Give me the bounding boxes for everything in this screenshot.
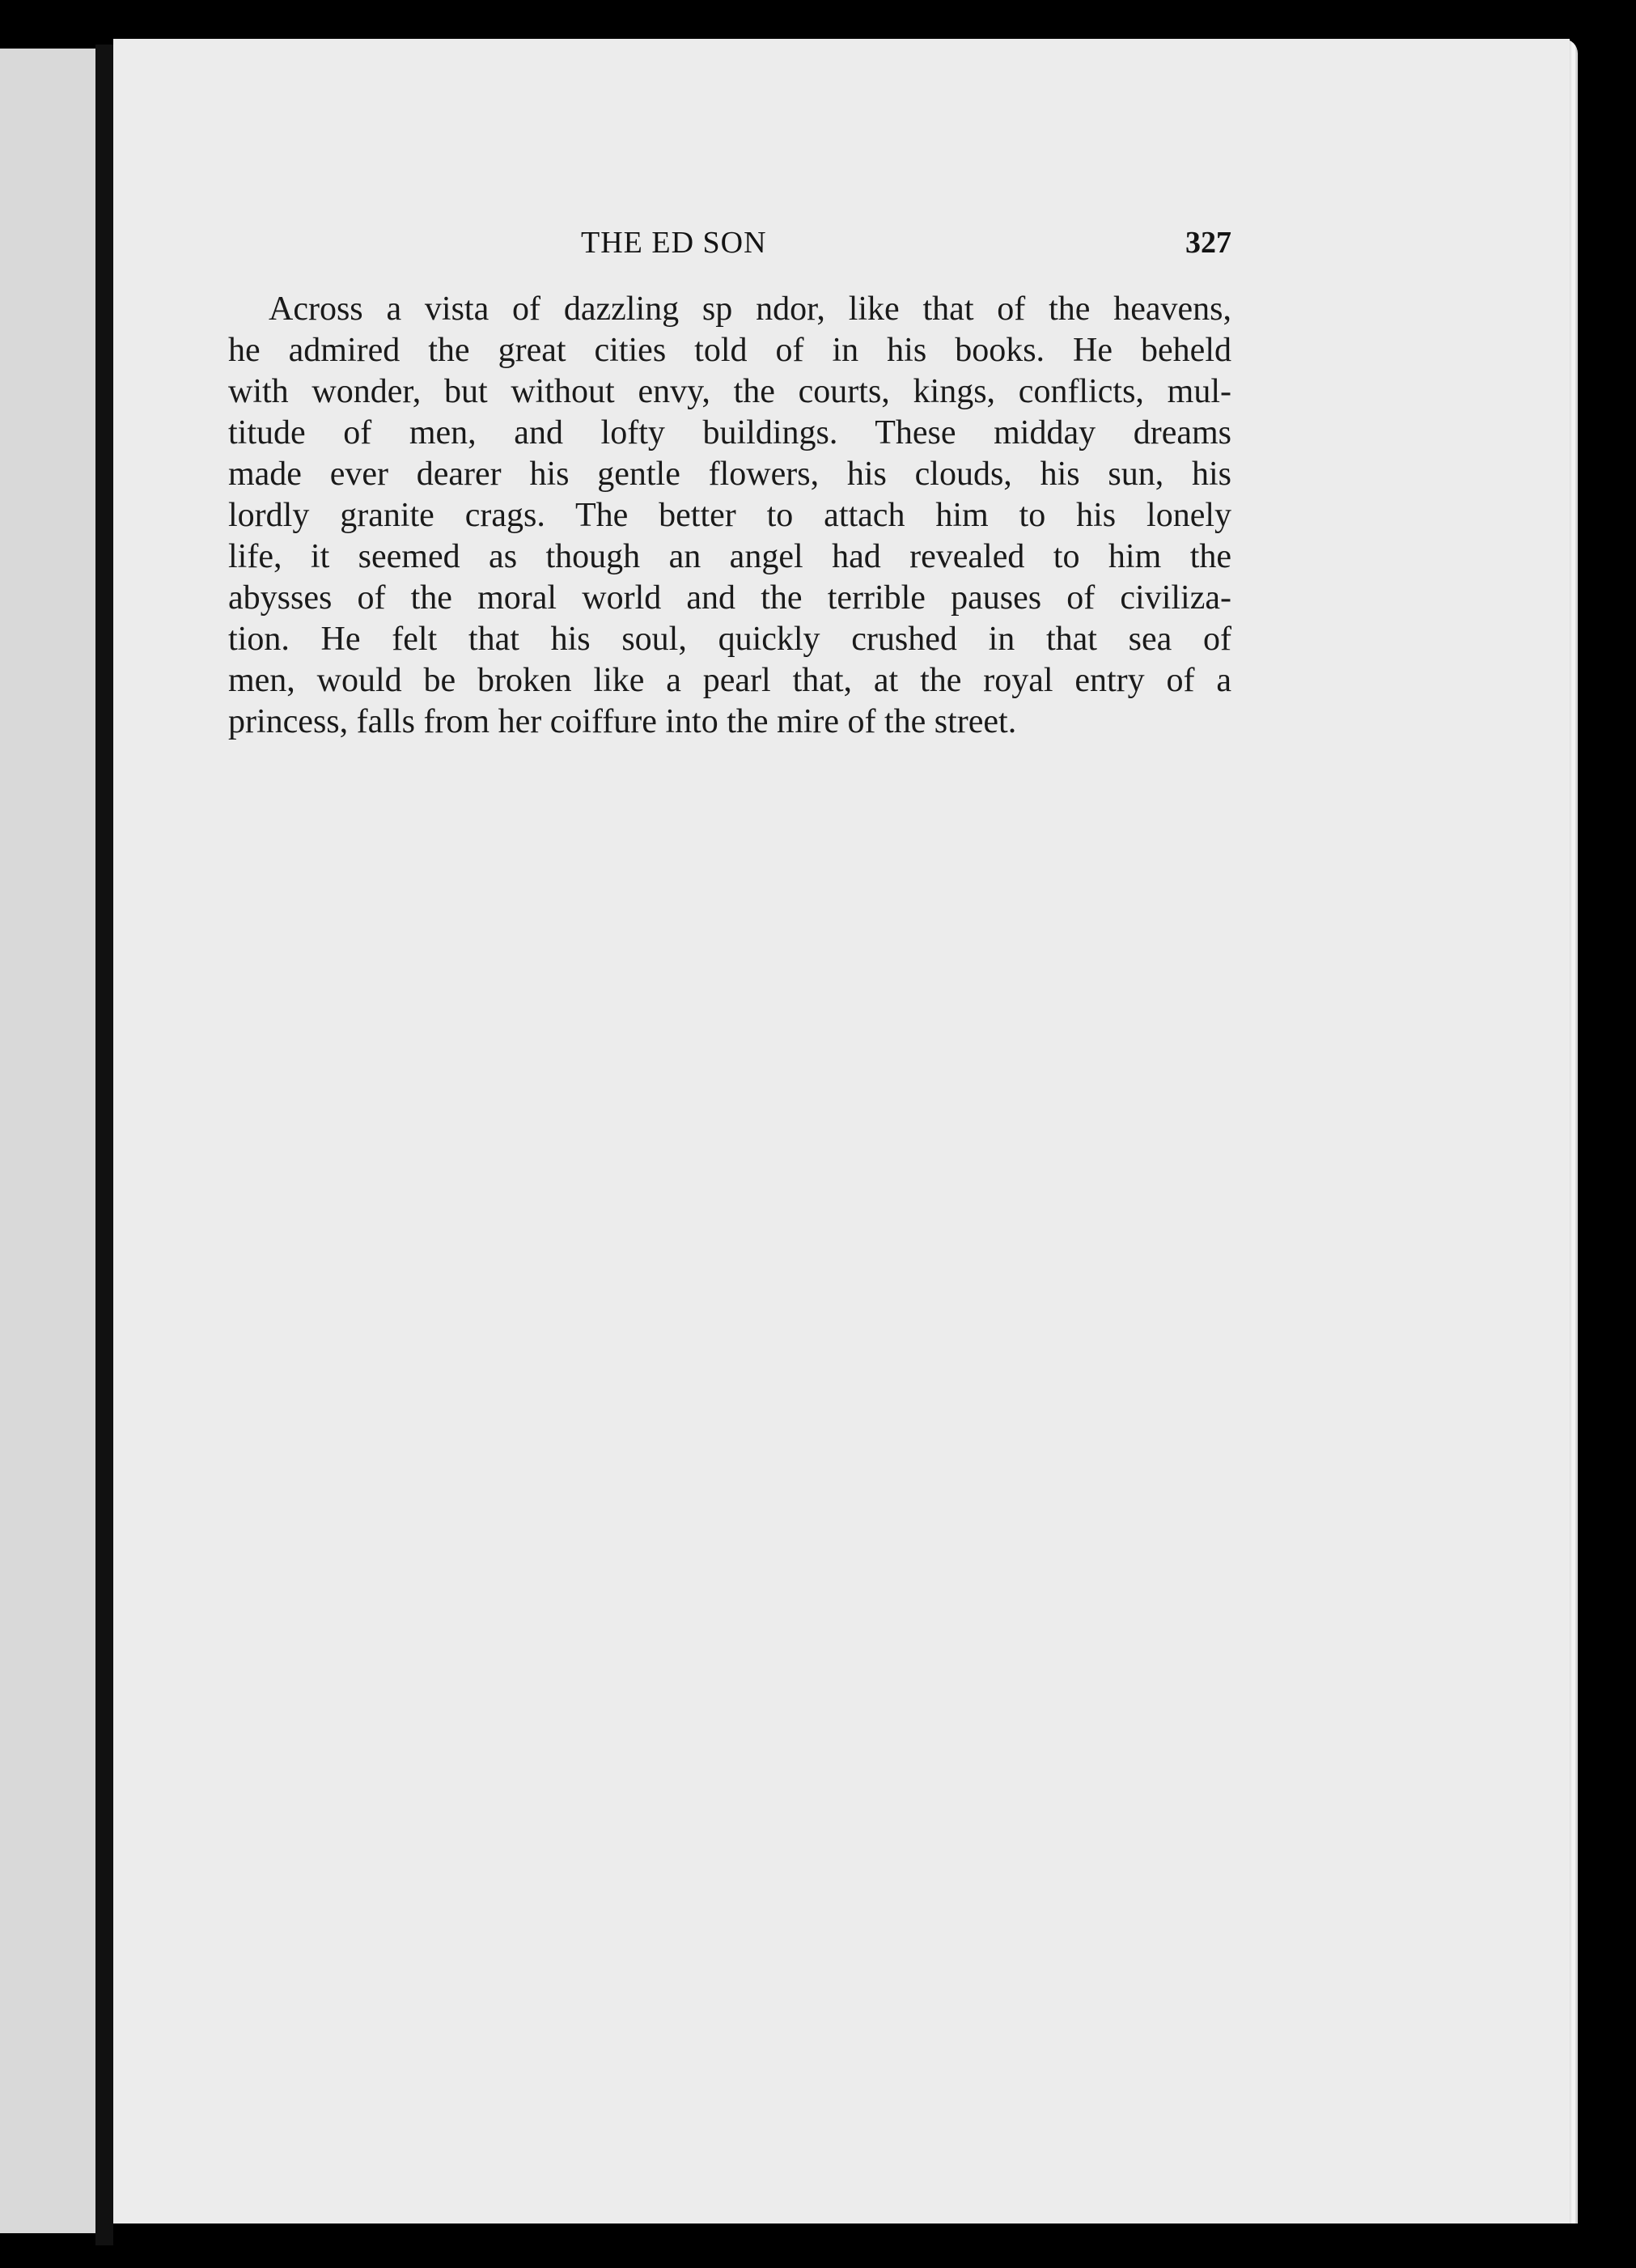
text-line: lordly granite crags. The better to attach him to his lonely	[228, 497, 1231, 534]
page-number: 327	[1185, 226, 1231, 260]
left-page-edge	[0, 49, 95, 2233]
text-line: tion. He felt that his soul, quickly crushed in that sea of	[228, 621, 1231, 658]
text-line: princess, falls from her coiffure into the mire of the street.	[228, 703, 1017, 740]
paragraph	[228, 289, 1231, 743]
text-line: men, would be broken like a pearl that, at the royal entry of a	[228, 662, 1231, 699]
text-line: he admired the great cities told of in his books. He beheld	[228, 332, 1231, 369]
text-line: made ever dearer his gentle flowers, his clouds, his sun, his	[228, 456, 1231, 493]
text-line: with wonder, but without envy, the courts, kings, conflicts, mul-	[228, 373, 1231, 410]
text-line: life, it seemed as though an angel had revealed to him the	[228, 538, 1231, 575]
text-line: abysses of the moral world and the terrible pauses of civiliza-	[228, 579, 1231, 617]
book-gutter	[95, 45, 113, 2245]
running-head-title: THE ED SON	[581, 226, 767, 260]
running-head	[228, 225, 1231, 273]
text-line: titude of men, and lofty buildings. These midday dreams	[228, 414, 1231, 451]
text-line: Across a vista of dazzling sp ndor, like that of the heavens,	[269, 290, 1231, 328]
